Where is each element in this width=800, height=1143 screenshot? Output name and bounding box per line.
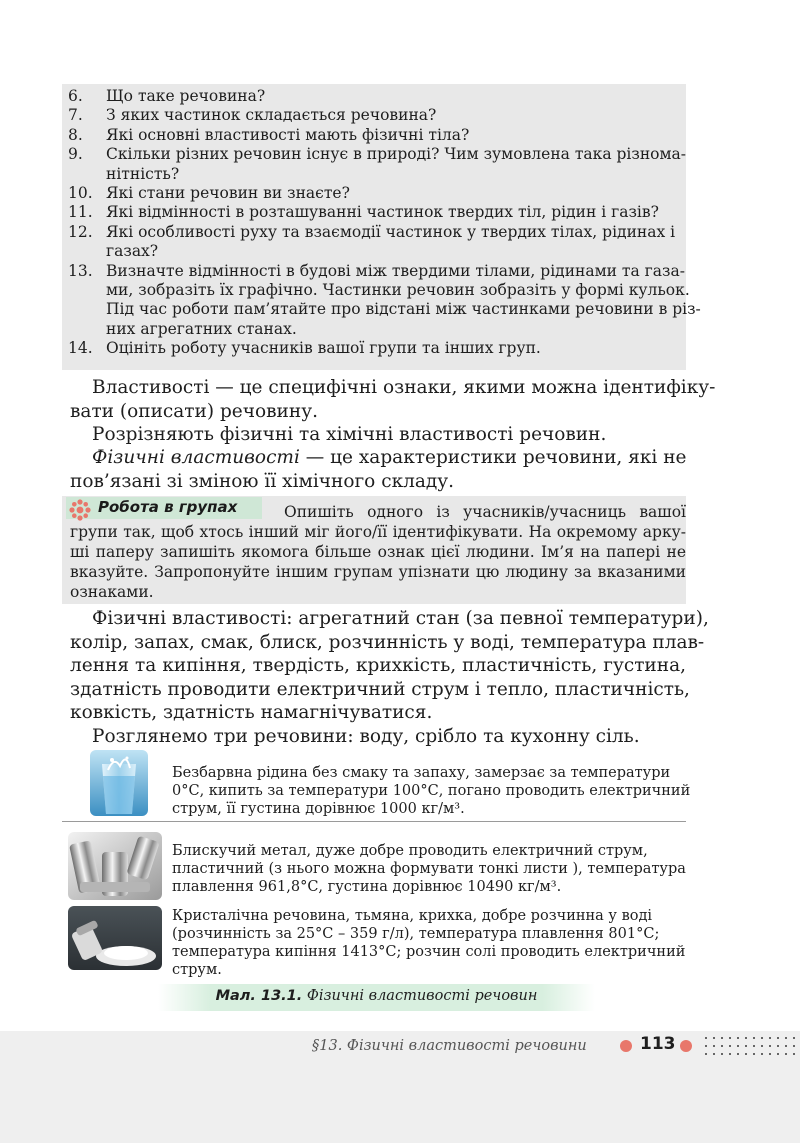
decorative-dots-icon	[704, 1036, 800, 1056]
question-number: 10.	[68, 184, 93, 202]
question-text: Скільки різних речовин існує в природі? Чим зумовлена така різнома-	[106, 145, 687, 164]
group-work-title: Робота в групах	[98, 498, 238, 516]
salt-line: температура кипіння 1413°С; розчин солі проводить електричний	[172, 944, 686, 960]
question-text: Які стани речовин ви знаєте?	[106, 184, 350, 202]
water-line: 0°С, кипить за температури 100°С, погано проводить електричний	[172, 783, 691, 799]
term-physical-properties: Фізичні властивості	[92, 447, 300, 468]
water-description	[172, 764, 691, 818]
question-number: 13.	[68, 261, 93, 280]
paragraph-line: ковкість, здатність намагнічуватися.	[70, 702, 433, 723]
figure-caption-label: Мал. 13.1.	[215, 988, 303, 1004]
group-work-text	[70, 502, 686, 602]
group-work-line: ші паперу запишіть якомога більше ознак цієї людини. Ім’я на папері не	[70, 543, 686, 561]
paragraph-line: Розрізняють фізичні та хімічні властивості речовин.	[92, 424, 607, 445]
group-work-line: Опишіть одного із учасників/учасниць вашої	[284, 503, 686, 521]
paragraph-line: Властивості — це специфічні ознаки, якими можна ідентифіку-	[92, 377, 716, 398]
question-text: Під час роботи пам’ятайте про відстані між частинками речовини в різ-	[106, 300, 701, 319]
question-text: ми, зобразіть їх графічно. Частинки речовин зобразіть у формі кульок.	[106, 281, 690, 299]
water-glass-image	[90, 750, 148, 816]
question-number: 7.	[68, 106, 83, 125]
salt-description	[172, 907, 686, 979]
question-text: газах?	[106, 242, 159, 261]
physical-properties-definition	[70, 446, 686, 493]
question-text: нітність?	[106, 164, 180, 183]
paragraph-line: вати (описати) речовину.	[70, 400, 318, 422]
salt-image	[68, 906, 162, 970]
question-number: 6.	[68, 87, 83, 105]
group-work-line: ознаками.	[70, 583, 154, 601]
salt-line: струм.	[172, 962, 222, 978]
page-dot-left-icon	[620, 1040, 632, 1052]
paragraph-line: Розглянемо три речовини: воду, срібло та кухонну сіль.	[92, 725, 640, 747]
page-dot-right-icon	[680, 1040, 692, 1052]
question-number: 9.	[68, 145, 83, 164]
paragraph-line	[70, 446, 686, 470]
footer-section-title: §13. Фізичні властивості речовини	[312, 1038, 587, 1054]
salt-line: (розчинність за 25°С – 359 г/л), температура плавлення 801°С;	[172, 926, 660, 942]
question-number: 8.	[68, 125, 83, 144]
figure-caption	[158, 988, 595, 1004]
silver-line: Блискучий метал, дуже добре проводить електричний струм,	[172, 843, 648, 859]
paragraph-line: здатність проводити електричний струм і тепло, пластичність,	[70, 678, 690, 700]
silver-description	[172, 842, 686, 896]
silver-image	[68, 832, 162, 900]
paragraph-line: пов’язані зі зміною її хімічного складу.	[70, 470, 455, 492]
paragraph-text: — це характеристики речовини, які не	[299, 447, 687, 468]
salt-line: Кристалічна речовина, тьмяна, крихка, добре розчинна у воді	[172, 908, 653, 924]
question-number: 12.	[68, 222, 93, 241]
question-text: Які відмінності в розташуванні частинок твердих тіл, рідин і газів?	[106, 203, 659, 222]
question-text: Що таке речовина?	[106, 87, 266, 105]
question-text: Які основні властивості мають фізичні тіла?	[106, 125, 470, 144]
silver-line: пластичний (з нього можна формувати тонкі листи ), температура	[172, 861, 686, 877]
question-text: З яких частинок складається речовина?	[106, 106, 437, 125]
paragraph-line: Фізичні властивості: агрегатний стан (за певної температури),	[92, 608, 709, 629]
question-number: 11.	[68, 203, 93, 222]
physical-properties-list	[70, 607, 709, 748]
properties-types	[70, 423, 686, 447]
substance-divider	[62, 821, 686, 822]
silver-line: плавлення 961,8°С, густина дорівнює 10490 кг/м³.	[172, 879, 562, 895]
group-work-line: групи так, щоб хтось інший міг його/її ідентифікувати. На окремому арку-	[70, 523, 686, 541]
figure-caption-text: Фізичні властивості речовин	[302, 988, 538, 1004]
properties-definition	[70, 376, 716, 423]
paragraph-line: колір, запах, смак, блиск, розчинність у воді, температура плав-	[70, 631, 705, 653]
paragraph-line: лення та кипіння, твердість, крихкість, пластичність, густина,	[70, 655, 686, 676]
question-text: Визначте відмінності в будові між твердими тілами, рідинами та газа-	[106, 261, 685, 280]
question-text: Оцініть роботу учасників вашої групи та інших груп.	[106, 339, 541, 358]
water-line: Безбарвна рідина без смаку та запаху, замерзає за температури	[172, 765, 671, 781]
page-number: 113	[640, 1034, 676, 1054]
question-text: них агрегатних станах.	[106, 319, 297, 338]
question-number: 14.	[68, 339, 93, 358]
water-line: струм, її густина дорівнює 1000 кг/м³.	[172, 801, 465, 817]
question-text: Які особливості руху та взаємодії частинок у твердих тілах, рідинах і	[106, 222, 676, 241]
group-work-line: вказуйте. Запропонуйте іншим групам упізнати цю людину за вказаними	[70, 563, 686, 581]
